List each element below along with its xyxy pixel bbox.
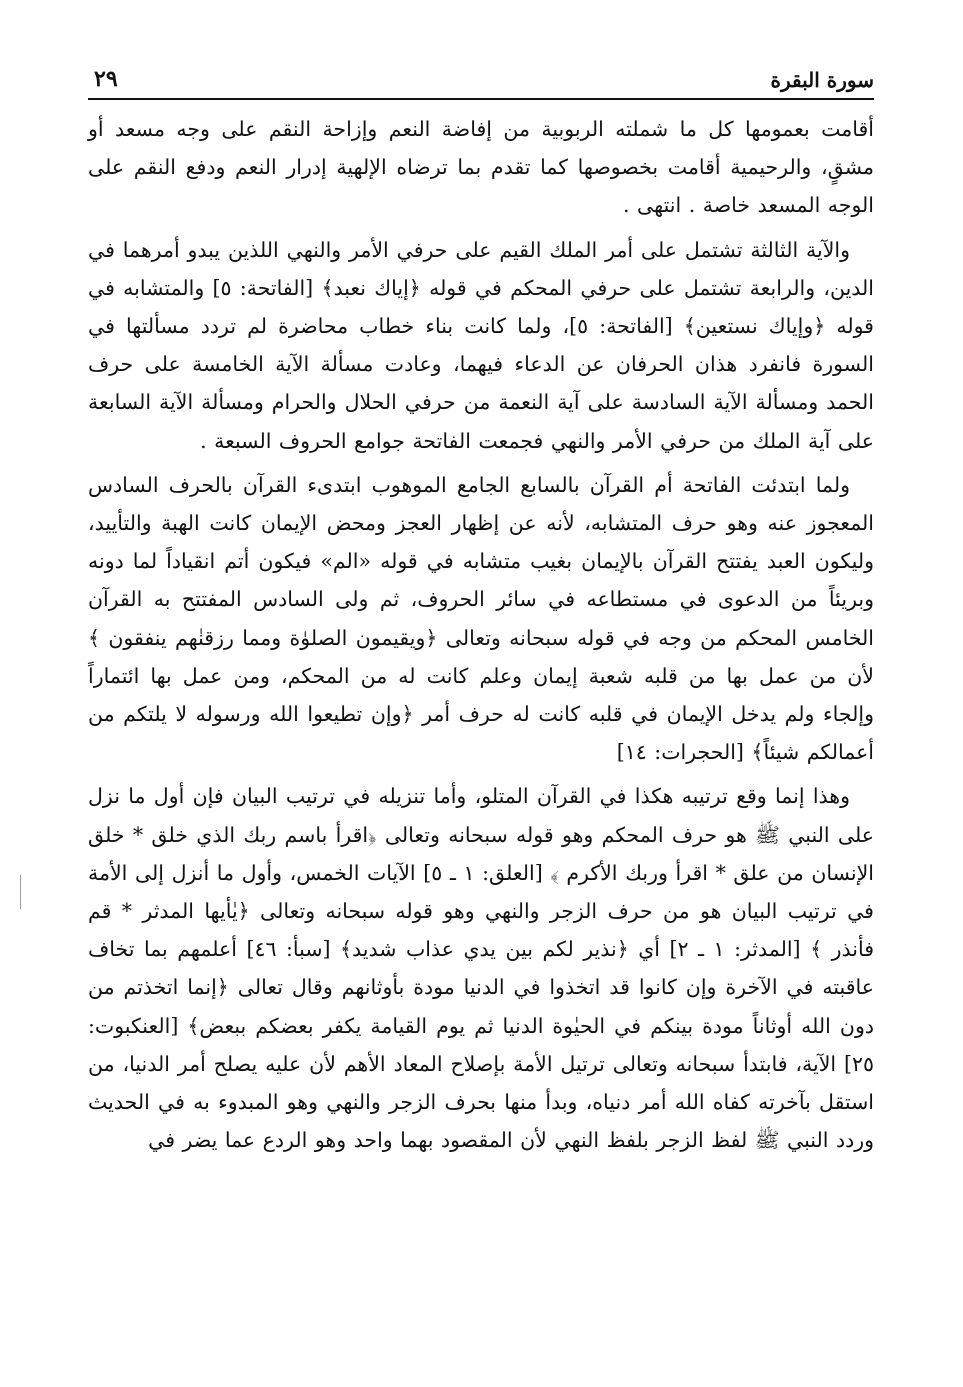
book-page xyxy=(88,62,874,1159)
page-header xyxy=(88,62,874,100)
page-number: ٢٩ xyxy=(94,66,118,92)
paragraph: وهذا إنما وقع ترتيبه هكذا في القرآن المتلو، وأما تنزيله في ترتيب البيان فإن أول ما نزل على النبي ﷺ هو حرف المحكم وهو قوله سبحانه وتعالى ﴿اقرأ باسم ربك الذي خلق * خلق الإنسان من علق * اقرأ وربك الأكرم ﴾ [العلق: ١ ـ ٥] الآيات الخمس، وأول ما أنزل إلى الأمة في ترتيب البيان هو من حرف الزجر والنهي وهو قوله سبحانه وتعالى ﴿يٰأيها المدثر * قم فأنذر ﴾ [المدثر: ١ ـ ٢] أي ﴿نذير لكم بين يدي عذاب شديد﴾ [سبأ: ٤٦] أعلمهم بما تخاف عاقبته في الآخرة وإن كانوا قد اتخذوا في الدنيا مودة بأوثانهم وقال تعالى ﴿إنما اتخذتم من دون الله أوثاناً مودة بينكم في الحيٰوة الدنيا ثم يوم القيامة يكفر بعضكم ببعض﴾ [العنكبوت: ٢٥] الآية، فابتدأ سبحانه وتعالى ترتيل الأمة بإصلاح المعاد الأهم لأن عليه يصلح أمر الدنيا، من استقل بآخرته كفاه الله أمر دنياه، وبدأ منها بحرف الزجر والنهي وهو المبدوء به في الحديث وردد النبي ﷺ لفظ الزجر بلفظ النهي لأن المقصود بهما واحد وهو الردع عما يضر في xyxy=(88,784,875,1153)
page-body xyxy=(88,110,874,1159)
running-title: سورة البقرة xyxy=(770,68,874,92)
paragraph: أقامت بعمومها كل ما شملته الربوبية من إفاضة النعم وإزاحة النقم على وجه مسعد أو مشقٍ، والرحيمية أقامت بخصوصها كما تقدم بما ترضاه الإلهية إدرار النعم ودفع النقم على الوجه المسعد خاصة . انتهى . xyxy=(88,117,874,218)
margin-line xyxy=(20,875,21,909)
paragraph: ولما ابتدئت الفاتحة أم القرآن بالسابع الجامع الموهوب ابتدىء القرآن بالحرف السادس المعجوز عنه وهو حرف المتشابه، لأنه عن إظهار العجز ومحض الإيمان كانت الهبة والتأييد، وليكون العبد يفتتح القرآن بالإيمان بغيب متشابه في قوله «الم» فيكون أتم انقياداً لما دونه وبريئاً من الدعوى في مستطاعه في سائر الحروف، ثم ولى السادس المفتتح به القرآن الخامس المحكم من وجه في قوله سبحانه وتعالى ﴿ويقيمون الصلوٰة ومما رزقنٰهم ينفقون ﴾ لأن من عمل بها من قلبه شعبة إيمان وعلم كانت له من المحكم، ومن عمل بها ائتماراً وإلجاء ولم يدخل الإيمان في قلبه كانت له حرف أمر ﴿وإن تطيعوا الله ورسوله لا يلتكم من أعمالكم شيئاً﴾ [الحجرات: ١٤] xyxy=(88,472,874,765)
paragraph: والآية الثالثة تشتمل على أمر الملك القيم على حرفي الأمر والنهي اللذين يبدو أمرهما في الدين، والرابعة تشتمل على حرفي المحكم في قوله ﴿إياك نعبد﴾ [الفاتحة: ٥] والمتشابه في قوله ﴿وإياك نستعين﴾ [الفاتحة: ٥]، ولما كانت بناء خطاب محاضرة لم تردد مسألتها في السورة فانفرد هذان الحرفان عن الدعاء فيهما، وعادت مسألة الآية الخامسة على حرف الحمد ومسألة الآية السادسة على آية النعمة من حرفي الحلال والحرام ومسألة الآية السابعة على آية الملك من حرفي الأمر والنهي فجمعت الفاتحة جوامع الحروف السبعة . xyxy=(88,237,874,453)
